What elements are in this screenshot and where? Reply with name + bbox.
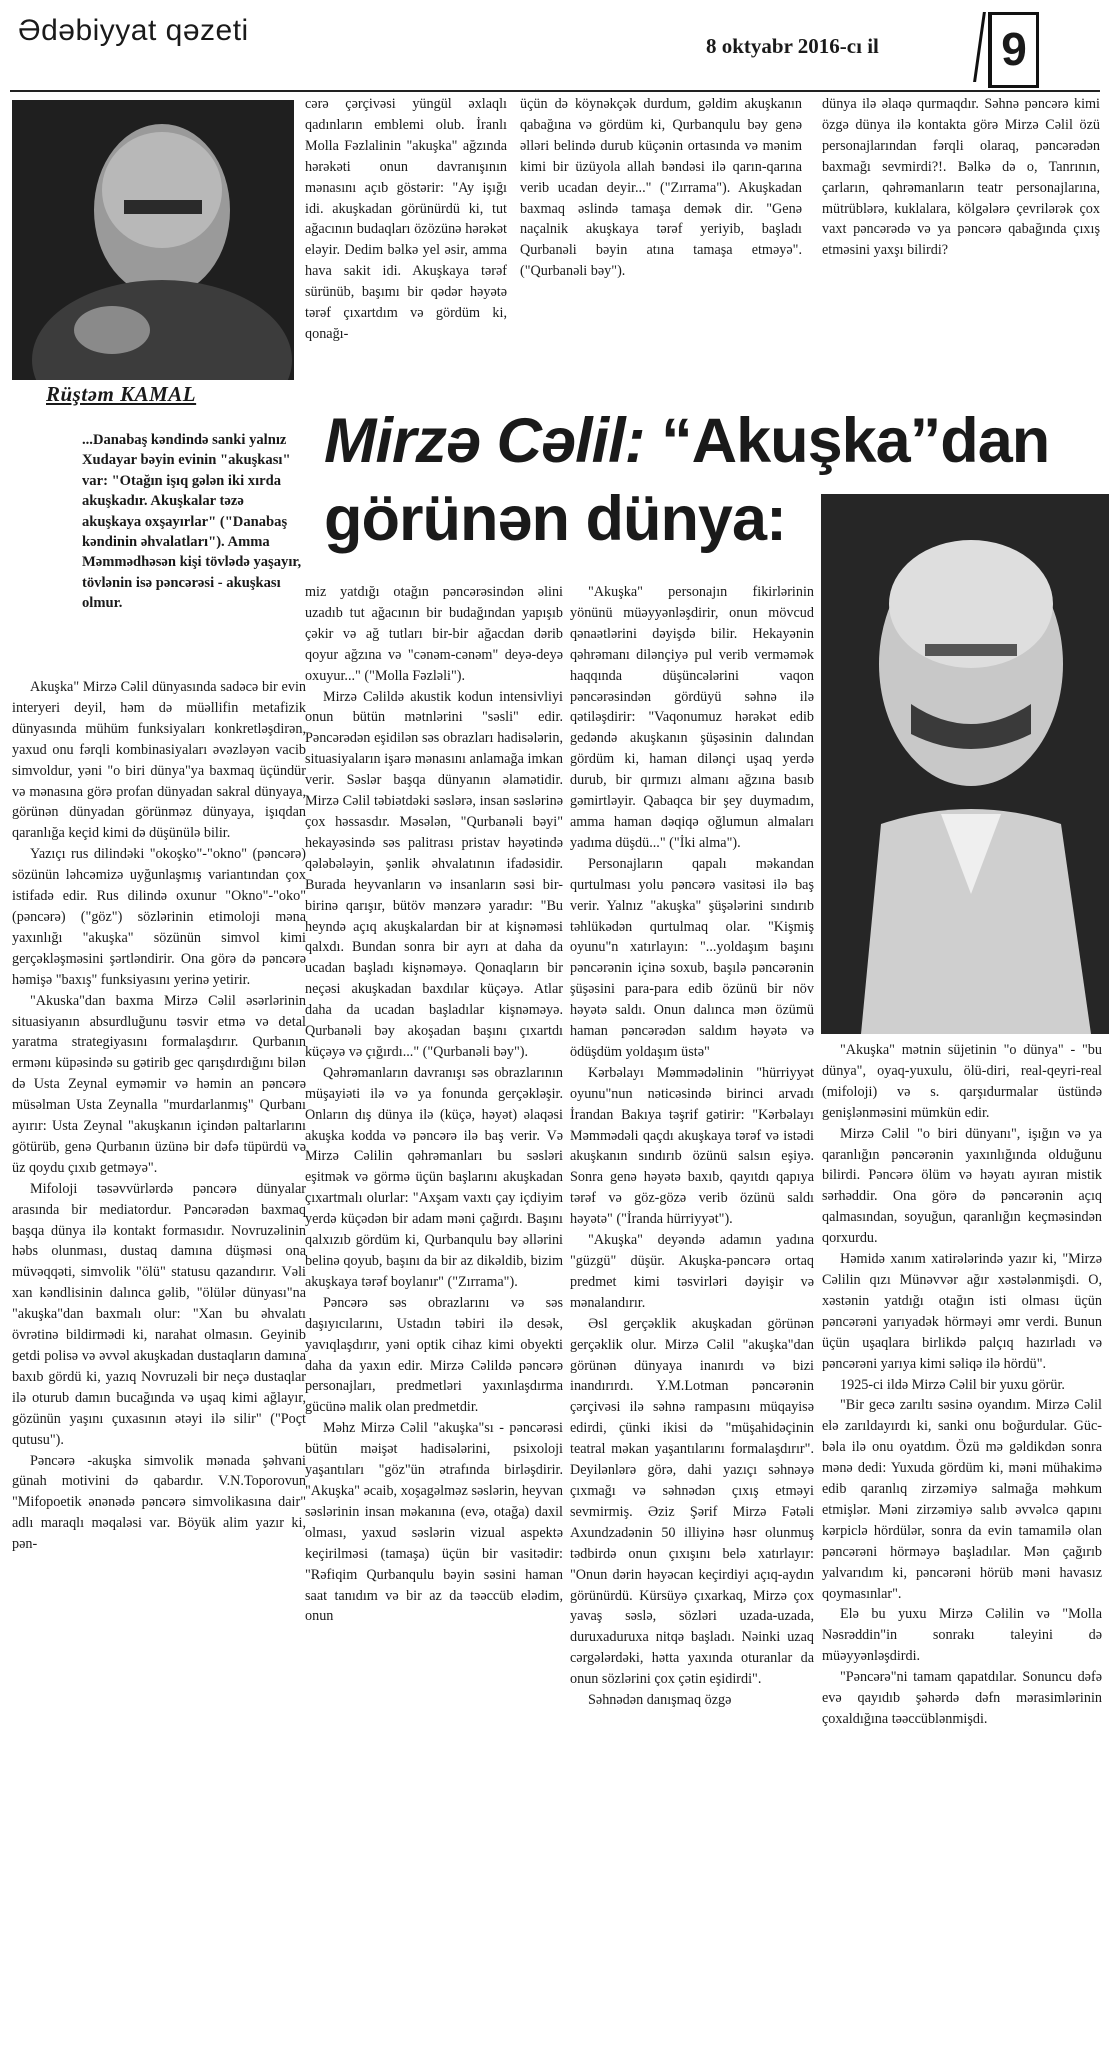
- author-photo: [12, 100, 294, 380]
- header-divider: [10, 90, 1100, 92]
- col3-paragraph: "Akuşka" deyəndə adamın yadına "güzgü" düşür. Akuşka-pəncərə ortaq predmet kimi təsvirləri dəyişir və mənalandırır.: [570, 1232, 814, 1311]
- col4-paragraph: "Bir gecə zarıltı səsinə oyandım. Mirzə Cəlil elə zarıldayırdı ki, sanki onu boğurdular. Güc-bəla ilə onu oyatdım. Özü mə gəldikdən sonra mənə dedi: Yuxuda gördüm ki, məni mühakimə edib qaranlıq zirzəmiyə salmağa məhkum etmişlər. Məni zirzəmiyə salıb əvvəlcə qapını kərpiclə hördülər, sonra da evin tamamilə olan pəncərəni hörməyə başladılar. Mən çağırıb yalvarıdım ki, pəncərəni hörüb məni havasız qoymasınlar".: [822, 1397, 1102, 1602]
- col1-paragraph: Akuşka" Mirzə Cəlil dünyasında sadəcə bir evin interyeri deyil, həm də müəllifin metafizik dünyasında mühüm funksiyaları konkretləşdirən, yaxud onu fərqli kombinasiyaları əvəzləyən vacib simvoldur, yəni "o biri dünya"ya baxmaq üçündür və mənasına görə profan dünyadan sakral dünyaya, görünən dünyadan görünməz dünyaya, işıqdan qaranlığa keçid kimi də düşünülə bilir.: [12, 679, 306, 842]
- col1-paragraph: "Akuska"dan baxma Mirzə Cəlil əsərlərinin situasiyanın absurdluğunu təsvir etmə və detal yaratma strategiyasını formalaşdırır. Qurbanın ermənı küpəsində su gətirib gec qarışdırdığını bilən də Usta Zeynal eyməmir və həmin an pəncərə müsəlman Usta Zeynalla "murdarlanmış" Qurbanı ayırır: Usta Zeynal "akuşkanın içindən paltarlarını götürüb, genə Qurbanın üzünə bir dəfə tüpürdü və üz qoydu çıxıb getməyə".: [12, 992, 306, 1176]
- mirza-jalil-portrait-image: [821, 494, 1109, 1034]
- col4-paragraph: "Pəncərə"ni tamam qapatdılar. Sonuncu dəfə evə qayıdıb şəhərdə dəfn mərasimlərinin çoxaldığına təəccüblənmişdi.: [822, 1669, 1102, 1727]
- top-column-4: [822, 94, 1100, 261]
- col2-paragraph: Qəhrəmanların davranışı səs obrazlarının müşayiəti ilə və ya fonunda gerçəkləşir. Onların dış dünya ilə (küçə, həyət) əlaqəsi akuşka kodda və pəncərə ilə baş verir. Və Mirzə Cəlilin qəhrəmanları bu səsləri eşitmək və görmə üçün başlarını akuşkadan çıxartmalı olurlar: "Axşam vaxtı çay içdiyim yerdə küçədən bir adam məni çağırdı. Başını qalxızıb gördüm ki, Qurbanqulu bəy əllərini belinə qoyub, başını da bir az dikəldib, bizim akuşkaya tərəf boylanır" ("Zırrama").: [305, 1064, 563, 1290]
- col3-paragraph: Əsl gerçəklik akuşkadan görünən gerçəklik olur. Mirzə Cəlil "akuşka"dan görünən dünyaya inanırdı və bizi inandırırdı. Y.M.Lotman pəncərənin çərçivəsi ilə səhnə rampasını müqayisə edirdi, çünki ikisi də "müşahidəçinin teatral məkan yaşantılarını formalaşdırır". Deyilənlərə görə, dahi yazıçı səhnəyə çıxmağı və səhnədən çıxış etməyi sevmirmiş. Əziz Şərif Mirzə Fətəli Axundzadənin 50 illiyinə həsr olunmuş tədbirdə onun çıxışını belə xatırlayır: "Onun dərin həyəcan keçirdiyi açıq-aydın görünürdü. Kürsüyə çıxarkaq, Mirzə çox yavaş səslə, sözləri uzada-uzada, duruxaduruxa nitqə başladı. Nəinki uzaq cərgələrdəki, hətta yaxında oturanlar da onun sözlərini çox çətin eşidirdi".: [570, 1315, 814, 1688]
- article-column-1: [12, 677, 306, 1555]
- col1-paragraph: Mifoloji təsəvvürlərdə pəncərə dünyalar arasında bir mediatordur. Pəncərədən baxmaq başqa dünya ilə kontakt formasıdır. Novruzəlinin həbs olunması, dustaq damına düşməsi ona müvəqqəti, simvolik "ölü" statusu qazandırır. Vəli xan kəndlisinin dalınca gəlib, "ölülər dünyası"na "akuşka"dan baxmalı olur: "Xan bu əhvalatı övrətinə bildirmədi ki, narahat olmasın. Geyinib getdi polisə və əvvəl akuşkadan dustaqların damına baxıb gördü ki, yazıq Novruzəli bir neçə dustaqlar ilə oturub damın bucağında və uşaq kimi ağlayır, gözünün yaşını çuxasının ətəyi ilə silir" ("Poçt qutusu").: [12, 1180, 306, 1448]
- col3-paragraph: "Akuşka" personajın fikirlərinin yönünü müəyyənləşdirir, onun mövcud qənaətlərini dəyişdə bilir. Hekayənin qəhrəmanı dilənçiyə pul verib verməmək haqqında düşüncələrini vaqon pəncərəsindən gördüyü səhnə ilə qətiləşdirir: "Vaqonumuz hərəkət edib gedəndə akuşkanın şüşəsinin dalından gördüm ki, haman dilənçi uşaq yerdə durub, bir qırmızı almanı ağzına basıb gəmirtləyir. Qabaqca bir şey duymadım, amma haman dəqiqə oğlumun almaları yadıma düşdü..." ("İki alma").: [570, 584, 814, 851]
- top-column-3-text: üçün də köynəkçək durdum, gəldim akuşkanın qabağına və gördüm ki, Qurbanqulu bəy genə əlləri belində durub küçənin ortasında və mənim kimi bir üzüyola allah bəndəsi ilə qarın-qarına verib ucadan deyir..." ("Zırrama"). Akuşkadan baxmaq əslində tamaşa demək dir. "Genə naçalnik akuşkaya tərəf yeriyib, başladı Qurbanəli bəyin atına tamaşa etməyə". ("Qurbanəli bəy").: [520, 96, 802, 280]
- col2-paragraph: Məhz Mirzə Cəlil "akuşka"sı - pəncərəsi bütün məişət hadisələrini, psixoloji yaşantıları "göz"ün ətrafında birləşdirir. "Akuşka" əcaib, xoşagəlməz səslərin, heyvan səslərinin insan məkanına (evə, otağa) daxil olması, yaxud səslərin vizual aspektə keçirilməsi (tamaşa) üçün bir vasitədir: "Rəfiqim Qurbanqulu bəyin səsini haman saat tanıdım və bir az da təəccüb elədim, onun: [305, 1420, 563, 1625]
- top-column-2: [305, 94, 507, 345]
- col3-paragraph: Səhnədən danışmaq özgə: [588, 1692, 732, 1709]
- col4-paragraph: Mirzə Cəlil "o biri dünyanı", işığın və ya qaranlığın pəncərənin yaxınlığında olduğunu bilirdi. Pəncərə ölüm və həyatı ayıran mistik sərhəddir. Ona görə də pəncərənin açıq qalmasından, soyuğun, qaranlığın keçməsindən qorxurdu.: [822, 1125, 1102, 1247]
- top-column-4-text: dünya ilə əlaqə qurmaqdır. Səhnə pəncərə kimi özgə dünya ilə kontakta görə Mirzə Cəlil özü personajlarından fərqli olaraq, pəncərədən baxmağı sevmirdi?!. Bəlkə də o, Tanrının, çarların, qəhrəmanların teatr personajlarına, mütrüblərə, kuklalara, kölgələrə çevrilərək çox vaxt pəncərədə və ya pəncərə qabağında çıxış etməsini yaxşı bilirdi?: [822, 96, 1100, 259]
- article-column-2: [305, 582, 563, 1627]
- author-portrait-image: [12, 100, 294, 380]
- col2-paragraph: miz yatdığı otağın pəncərəsindən əlini uzadıb tut ağacının bir budağından yapışıb çəkir və ağ tutları bir-bir ağacdan dərib qoyur ağzına və "cənəm-cənəm" deyə-deyə oxuyur..." ("Molla Fəzləli").: [305, 584, 563, 684]
- article-column-4: [822, 1040, 1102, 1730]
- col2-paragraph: Pəncərə səs obrazlarını və səs daşıyıcılarını, Ustadın təbiri ilə desək, yavıqlaşdırır, yəni optik cihaz kimi obyekti daha da yaxın edir. Mirzə Cəlildə pəncərə personajları, predmetləri yaxınlaşdırma gücünə malik olan predmetdir.: [305, 1294, 563, 1416]
- mirza-jalil-photo: [821, 494, 1109, 1034]
- top-column-2-text: cərə çərçivəsi yüngül əxlaqlı qadınların emblemi olub. İranlı Molla Fəzlalinin "akuşka" ağzında hərəkəti onun davranışının mənasını açıb göstərir: "Ay işığı idi. akuşkadan görünürdü ki, tut ağacının budaqları özözünə hərəkət eləyir. Dedim bəlkə yel əsir, amma hava sakit idi. Akuşkaya tərəf sürünüb, başımı bir qədər həyətə tərəf çıxartdım və gördüm ki, qonağı-: [305, 96, 507, 342]
- author-byline: Rüştəm KAMAL: [46, 382, 197, 406]
- intro-lead: ...Danabaş kəndində sanki yalnız Xudayar bəyin evinin "akuşkası" var: "Otağın işıq gələn iki xırda akuşkadır. Akuşkalar təzə akuşkaya oxşayırlar" ("Danabaş kəndinin əhvalatları"). Amma Məmmədhəsən kişi tövlədə yaşayır, tövlənin isə pəncərəsi - akuşkası olmur.: [82, 432, 302, 612]
- col3-paragraph: Kərbəlayı Məmmədəlinin "hürriyyət oyunu"nun nəticəsində birinci arvadı İrandan Bakıya təşrif gətirir: "Kərbəlayı Məmmədəli qaçdı akuşkaya tərəf və istədi akuşkanın sındırıb özünü salsın eşiyə. Sonra genə həyətə baxıb, qayıtdı qapıya tərəf və göz-gözə verib özünü saldı həyətə" ("İranda hürriyyət").: [570, 1064, 814, 1228]
- col2-paragraph: Mirzə Cəlildə akustik kodun intensivliyi onun bütün mətnlərini "səsli" edir. Pəncərədən eşidilən səs obrazları hadisələrin, situasiyaların işarə mənasını anlamağa imkan verir. Səslər başqa dünyanın əlamətidir. Mirzə Cəlil təbiətdəki səslərə, insan səslərinə çox həssasdır. Məsələn, "Qurbanəli bəyi" hekayəsində səs palitrası pristav həyətində qələbələyin, şənlik əhvalatının ifadəsidir. Burada heyvanların və insanların səsi bir-birinə qarışır, bütöv mənzərə yaradır: "Bu heyndə açıq akuşkalardan bir at kişnəməsi qalxdı. Bundan sonra bir ayrı at daha da ucadan başladı kişnəməyə. Qonaqların bir neçəsi akuşkadan baxdılar küçəyə. Atlar daha da ucadan başladılar kişnəməyə. Qurbanəli bəy akoşadan başını çıxartdı küçəyə və çığırdı..." ("Qurbanəli bəy").: [305, 688, 563, 1060]
- col4-paragraph: 1925-ci ildə Mirzə Cəlil bir yuxu görür.: [840, 1376, 1065, 1393]
- newspaper-title: Ədəbiyyat qəzeti: [18, 14, 249, 47]
- headline-part-1: Mirzə Cəlil:: [324, 406, 645, 476]
- headline-part-2: “Akuşka”dan görünən dünya:: [324, 406, 1050, 554]
- col1-paragraph: Yazıçı rus dilindəki "okoşko"-"okno" (pəncərə) sözünün ləhcəmizə uyğunlaşmış variantından çox istifadə edir. Rus dilində oxunur "Okno"-"oko" (pəncərə) ("göz") sözlərinin etimoloji məna yaxınlığı "akuşka" sözünün simvol kimi gerçəkləşməsini şərtləndirir. Ona görə də pəncərə həmişə "baxış" funksiyasını yerinə yetirir.: [12, 846, 306, 988]
- col4-paragraph: Elə bu yuxu Mirzə Cəlilin və "Molla Nəsrəddin"in sonrakı taleyini də müəyyənləşdirdi.: [822, 1606, 1102, 1665]
- col4-paragraph: Həmidə xanım xatirələrində yazır ki, "Mirzə Cəlilin qızı Münəvvər ağır xəstələnmişdi. O, xəstənin yatdığı otağın isti olması üçün pəncərəni yarıyadək hörməyi əmr verdi. Bunun üçün uşaqlara birlikdə palçıq hazırladı və pəncərəni yarıya kimi səliqə ilə hördü".: [822, 1251, 1102, 1372]
- top-column-3: [520, 94, 802, 282]
- issue-date: 8 oktyabr 2016-cı il: [706, 34, 879, 58]
- article-column-3: [570, 582, 814, 1711]
- col3-paragraph: Personajların qapalı məkandan qurtulması yolu pəncərə vasitəsi ilə baş verir. Yalnız "akuşka" şüşələrini sındırıb təhlükədən qurtulmaq olar. "Kişmiş oyunu"n xatırlayın: "...yoldaşım başını pəncərənin içinə soxub, başılə pəncərənin şüşəsini para-para edib özünü bir növ həyətə saldı. Onun dalınca mən özümü haman pəncərədən saldım həyətə və ödüşdüm yoldaşım üstə": [570, 855, 814, 1060]
- col1-paragraph: Pəncərə -akuşka simvolik mənada şəhvani günah motivini də qabardır. V.N.Toporovun "Mifopoetik ənənədə pəncərə simvolikasına dair" adlı maraqlı məqaləsi var. Böyük alim yazır ki, pən-: [12, 1452, 306, 1553]
- page-number: 9: [988, 12, 1039, 88]
- col4-paragraph: "Akuşka" mətnin süjetinin "o dünya" - "bu dünya", oyaq-yuxulu, ölü-diri, real-qeyri-real (mifoloji) və s. qarşıdurmalar üstündə genişlənməsini mümkün edir.: [822, 1042, 1102, 1121]
